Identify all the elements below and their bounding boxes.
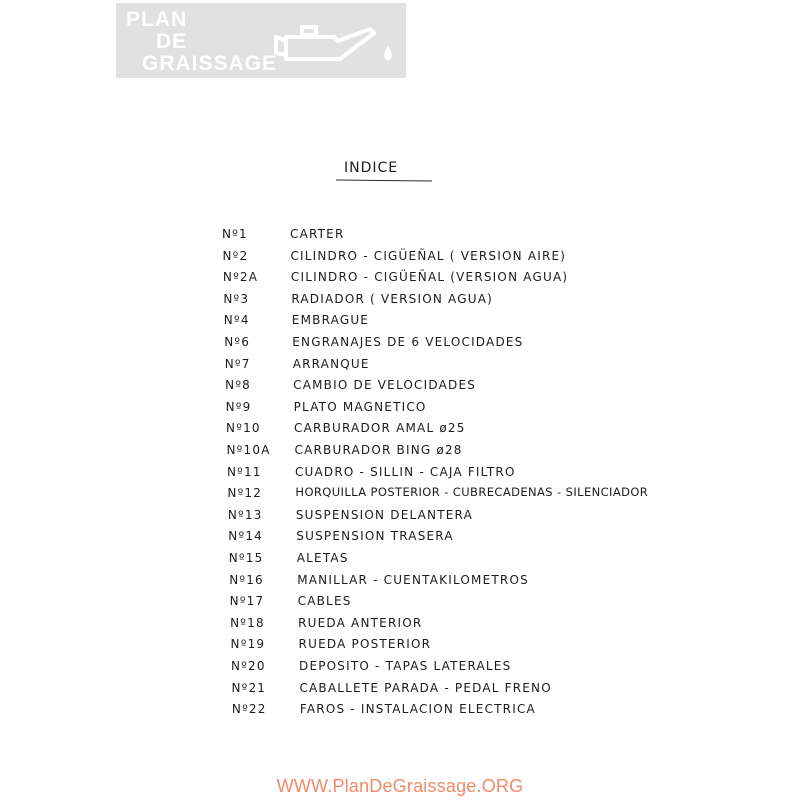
- entry-number: Nº7: [224, 356, 251, 371]
- entry-label: CILINDRO - CIGÜEÑAL (VERSION AGUA): [290, 270, 569, 285]
- entry-label: CARBURADOR AMAL ø25: [294, 421, 466, 436]
- entry-number: Nº1: [222, 227, 248, 241]
- entry-label: SUSPENSION TRASERA: [296, 529, 454, 544]
- entry-number: Nº11: [226, 464, 262, 479]
- entry-label: MANILLAR - CUENTAKILOMETROS: [297, 572, 529, 587]
- entry-label: CABLES: [297, 594, 352, 609]
- logo-line-2: DE: [156, 30, 188, 53]
- entry-label: ENGRANAJES DE 6 VELOCIDADES: [292, 335, 524, 349]
- entry-number: Nº21: [231, 680, 267, 695]
- entry-label: DEPOSITO - TAPAS LATERALES: [299, 659, 512, 673]
- entry-label: ALETAS: [296, 551, 349, 565]
- entry-number: Nº19: [230, 637, 266, 652]
- entry-label: RUEDA POSTERIOR: [298, 637, 432, 652]
- logo: [116, 3, 406, 78]
- entry-number: Nº10A: [226, 443, 271, 457]
- page-title: INDICE: [344, 160, 399, 176]
- website-footer: WWW.PlanDeGraissage.ORG: [276, 776, 524, 796]
- entry-label: PLATO MAGNETICO: [293, 399, 427, 414]
- entry-label: CARTER: [290, 227, 345, 241]
- entry-number: Nº14: [228, 529, 263, 544]
- entry-number: Nº18: [230, 615, 265, 630]
- entry-number: Nº20: [231, 659, 266, 673]
- entry-number: Nº3: [223, 291, 250, 306]
- entry-label: SUSPENSION DELANTERA: [295, 507, 473, 522]
- entry-number: Nº13: [227, 507, 263, 522]
- entry-label: RUEDA ANTERIOR: [298, 615, 423, 630]
- entry-number: Nº2A: [222, 270, 259, 285]
- entry-label: RADIADOR ( VERSION AGUA): [291, 291, 494, 306]
- entry-number: Nº10: [226, 421, 261, 436]
- entry-number: Nº8: [225, 378, 252, 393]
- entry-label: CILINDRO - CIGÜEÑAL ( VERSION AIRE): [290, 248, 567, 263]
- entry-label: CABALLETE PARADA - PEDAL FRENO: [299, 680, 552, 695]
- entry-number: Nº4: [223, 313, 250, 328]
- entry-label: CAMBIO DE VELOCIDADES: [293, 378, 477, 393]
- entry-label: HORQUILLA POSTERIOR - CUBRECADENAS - SILENCIADOR: [295, 485, 649, 500]
- oil-can-icon: [274, 11, 402, 75]
- logo-line-1: PLAN: [126, 8, 188, 31]
- entry-number: Nº16: [229, 572, 264, 587]
- entry-label: EMBRAGUE: [291, 313, 370, 328]
- entry-number: Nº6: [224, 335, 251, 349]
- entry-number: Nº15: [228, 551, 264, 565]
- entry-number: Nº22: [231, 702, 267, 717]
- entry-number: Nº17: [229, 594, 265, 609]
- entry-number: Nº12: [227, 486, 263, 501]
- title-underline: [336, 179, 432, 181]
- logo-line-3: GRAISSAGE: [142, 52, 278, 75]
- entry-label: FAROS - INSTALACION ELECTRICA: [299, 702, 536, 717]
- entry-label: ARRANQUE: [292, 356, 370, 371]
- entry-label: CARBURADOR BING ø28: [294, 443, 463, 457]
- entry-number: Nº9: [225, 399, 252, 414]
- entry-number: Nº2: [222, 248, 249, 263]
- entry-label: CUADRO - SILLIN - CAJA FILTRO: [294, 464, 516, 479]
